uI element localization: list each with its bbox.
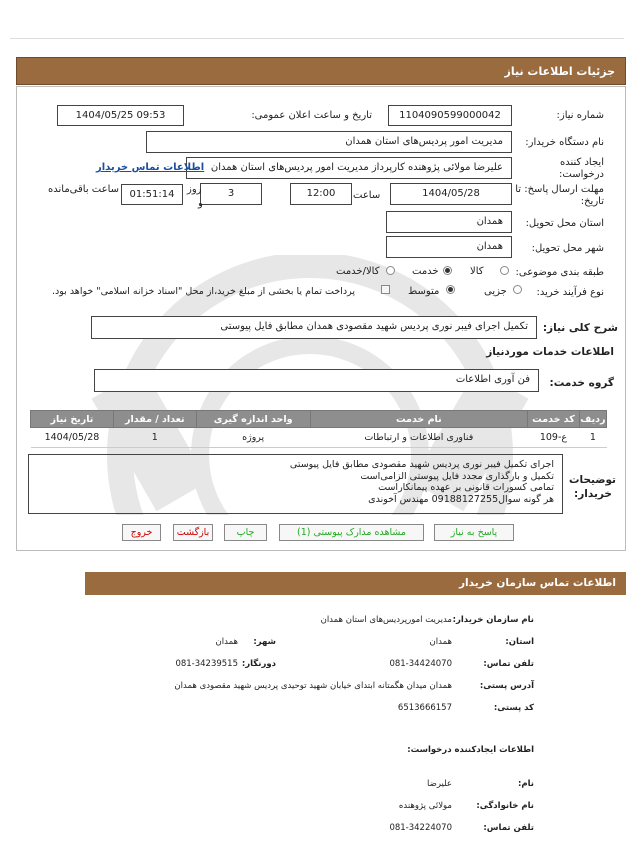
process-label: نوع فرآیند خرید: — [536, 287, 604, 298]
col-code: کد خدمت — [528, 411, 580, 428]
address-label: آدرس پستی: — [479, 681, 534, 691]
top-divider — [10, 38, 624, 39]
cell-date: 1404/05/28 — [31, 428, 114, 448]
col-name: نام خدمت — [310, 411, 527, 428]
process-radio-medium[interactable] — [446, 285, 455, 294]
buyer-label: نام دستگاه خریدار: — [525, 137, 604, 148]
category-radio-goods[interactable] — [500, 266, 509, 275]
contact-info-link[interactable]: اطلاعات تماس خریدار — [96, 162, 205, 173]
page-title: جزئیات اطلاعات نیاز — [16, 57, 626, 85]
category-radio-both[interactable] — [386, 266, 395, 275]
time-label: ساعت — [353, 190, 381, 201]
service-group-label: گروه خدمت: — [549, 377, 614, 389]
creator-label: ایجاد کننده — [560, 157, 604, 168]
description-line: تمامی کسورات قانونی بر عهده پیمانکاراست — [378, 482, 554, 493]
days-field: 3 — [200, 183, 262, 205]
process-radio-minor[interactable] — [513, 285, 522, 294]
exit-button[interactable]: خروج — [122, 524, 161, 541]
category-option-both: کالا/خدمت — [336, 266, 380, 277]
description-line: اجرای تکمیل فیبر نوری پردیس شهید مقصودی مطابق فایل پیوستی — [289, 459, 554, 470]
phone-value: 081-34424070 — [389, 659, 452, 669]
creator-label-2: درخواست: — [559, 169, 604, 180]
col-date: تاریخ نیاز — [31, 411, 114, 428]
services-title: اطلاعات خدمات موردنیاز — [486, 346, 614, 358]
deadline-date-field: 1404/05/28 — [390, 183, 512, 205]
remaining-label: ساعت باقی‌مانده — [48, 184, 120, 195]
days-label: روز — [187, 184, 202, 195]
creator-phone-label: تلفن تماس: — [483, 823, 534, 833]
col-qty: تعداد / مقدار — [113, 411, 196, 428]
city-value-2: همدان — [215, 637, 238, 647]
process-option-minor: جزیی — [484, 286, 507, 297]
cell-row: 1 — [579, 428, 606, 448]
announce-label: تاریخ و ساعت اعلان عمومی: — [251, 110, 372, 121]
need-number-field: 1104090599000042 — [388, 105, 512, 126]
cell-code: ع-109 — [528, 428, 580, 448]
col-row: ردیف — [579, 411, 606, 428]
org-value: مدیریت امورپردیس‌های استان همدان — [320, 615, 452, 625]
print-button[interactable]: چاپ — [224, 524, 267, 541]
description-label-2: خریدار: — [574, 488, 612, 500]
summary-label: شرح کلی نیاز: — [542, 322, 618, 334]
category-option-service: خدمت — [412, 266, 439, 277]
process-option-medium: متوسط — [408, 286, 440, 297]
creator-phone-value: 081-34224070 — [389, 823, 452, 833]
family-value: مولائی پژوهنده — [398, 801, 452, 811]
category-label: طبقه بندی موضوعی: — [515, 267, 604, 278]
cell-qty: 1 — [113, 428, 196, 448]
org-label: نام سازمان خریدار: — [452, 615, 534, 625]
cell-unit: پروژه — [196, 428, 310, 448]
city-field: همدان — [386, 236, 512, 258]
city-label: شهر محل تحویل: — [531, 243, 604, 254]
service-group-field: فن آوری اطلاعات — [94, 369, 539, 392]
phone-label: تلفن تماس: — [483, 659, 534, 669]
creator-field: علیرضا مولائی پژوهنده کارپرداز مدیریت امور پردیس‌های استان همدان — [186, 157, 512, 179]
buyer-field: مدیریت امور پردیس‌های استان همدان — [146, 131, 512, 153]
fax-label: دورنگار: — [241, 659, 276, 669]
remaining-time-field: 01:51:14 — [121, 184, 183, 205]
treasury-checkbox[interactable] — [381, 285, 390, 294]
category-option-goods: کالا — [470, 266, 484, 277]
deadline-label-2: تاریخ: — [580, 196, 604, 207]
col-unit: واحد اندازه گیری — [196, 411, 310, 428]
province-label-2: استان: — [505, 637, 534, 647]
description-box — [28, 454, 563, 514]
category-radio-service[interactable] — [443, 266, 452, 275]
need-number-label: شماره نیاز: — [556, 110, 604, 121]
name-value: علیرضا — [427, 779, 452, 789]
announce-field: 1404/05/25 09:53 — [57, 105, 184, 126]
city-label-2: شهر: — [253, 637, 276, 647]
postal-value: 6513666157 — [397, 703, 452, 713]
description-line: هر گونه سوال09188127255 مهندس آخوندی — [368, 493, 554, 505]
name-label: نام: — [517, 779, 534, 789]
province-value-2: همدان — [429, 637, 452, 647]
postal-label: کد پستی: — [493, 703, 534, 713]
back-button[interactable]: بازگشت — [173, 524, 213, 541]
address-value: همدان میدان هگمتانه ابتدای خیابان شهید توحیدی پردیس شهید مقصودی همدان — [174, 681, 452, 691]
province-field: همدان — [386, 211, 512, 233]
family-label: نام خانوادگی: — [476, 801, 534, 811]
contact-section-title: اطلاعات تماس سازمان خریدار — [85, 572, 626, 595]
days-and-label: و — [198, 198, 203, 209]
deadline-time-field: 12:00 — [290, 183, 352, 205]
services-table — [30, 410, 607, 448]
payment-note: پرداخت تمام یا بخشی از مبلغ خرید،از محل "اسناد خزانه اسلامی" خواهد بود. — [52, 286, 355, 297]
reply-button[interactable]: پاسخ به نیاز — [434, 524, 514, 541]
description-line: تکمیل و بارگذاری مجدد فایل پیوستی الزامی‌است — [360, 470, 554, 482]
deadline-label: مهلت ارسال پاسخ: تا — [515, 184, 604, 195]
description-label: توضیحات — [568, 474, 616, 486]
summary-field: تکمیل اجرای فیبر نوری پردیس شهید مقصودی همدان مطابق فایل پیوستی — [91, 316, 537, 339]
province-label: استان محل تحویل: — [525, 218, 604, 229]
fax-value: 081-34239515 — [175, 659, 238, 669]
table-row — [31, 428, 607, 448]
view-documents-button[interactable]: مشاهده مدارک پیوستی (1) — [279, 524, 424, 541]
cell-name: فناوری اطلاعات و ارتباطات — [310, 428, 527, 448]
creator-info-title: اطلاعات ایجادکننده درخواست: — [407, 745, 534, 755]
